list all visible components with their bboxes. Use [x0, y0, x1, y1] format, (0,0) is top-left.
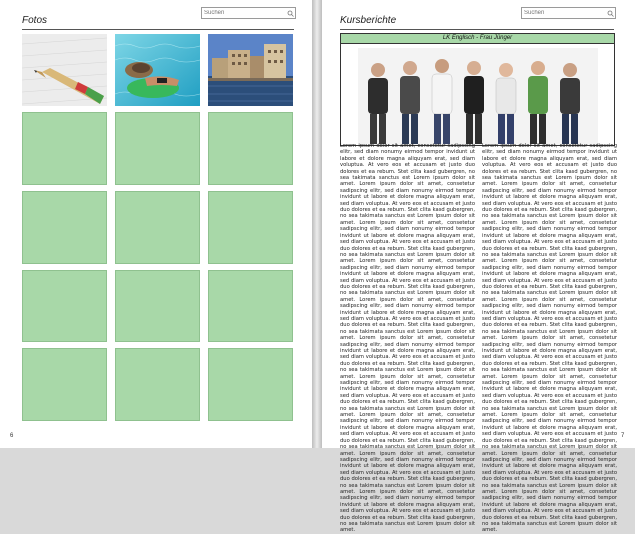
article-column-right: Lorem ipsum dolor sit amet, consetetur sadipscing elitr, sed diam nonumy eirmod tempor invidunt ut labore et dolore magna aliquyam erat, sed diam voluptua. At vero eos et accusam et justo duo dolores et ea rebum. Stet clita kasd gubergren, no sea takimata sanctus est Lorem ipsum dolor sit amet. Lorem ipsum dolor sit amet, consetetur sadipscing elitr, sed diam nonumy eirmod tempor invidunt ut labore et dolore magna aliquyam erat, sed diam voluptua. At vero eos et accusam et justo duo dolores et ea rebum. Stet clita kasd gubergren, no sea takimata sanctus est Lorem ipsum dolor sit amet. Lorem ipsum dolor sit amet, consetetur sadipscing elitr, sed diam nonumy eirmod tempor invidunt ut labore et dolore magna aliquyam erat, sed diam voluptua. At vero eos et accusam et justo duo dolores et ea rebum. Stet clita kasd gubergren, no sea takimata sanctus est Lorem ipsum dolor sit amet. Lorem ipsum dolor sit amet, consetetur sadipscing elitr, sed diam nonumy eirmod tempor invidunt ut labore et dolore magna aliquyam erat, sed diam voluptua. At vero eos et accusam et justo duo dolores et ea rebum. Stet clita kasd gubergren, no sea takimata sanctus est Lorem ipsum dolor sit amet. Lorem ipsum dolor sit amet, consetetur sadipscing elitr, sed diam nonumy eirmod tempor invidunt ut labore et dolore magna aliquyam erat, sed diam voluptua. At vero eos et accusam et justo duo dolores et ea rebum. Stet clita kasd gubergren, no sea takimata sanctus est Lorem ipsum dolor sit amet. Lorem ipsum dolor sit amet, consetetur sadipscing elitr, sed diam nonumy eirmod tempor invidunt ut labore et dolore magna aliquyam erat, sed diam voluptua. At vero eos et accusam et justo duo dolores et ea rebum. Stet clita kasd gubergren, no sea takimata sanctus est Lorem ipsum dolor sit amet. Lorem ipsum dolor sit amet, consetetur sadipscing elitr, sed diam nonumy eirmod tempor invidunt ut labore et dolore magna aliquyam erat, sed diam voluptua. At vero eos et accusam et justo duo dolores et ea rebum. Stet clita kasd gubergren, no sea takimata sanctus est Lorem ipsum dolor sit amet. Lorem ipsum dolor sit amet, consetetur sadipscing elitr, sed diam nonumy eirmod tempor invidunt ut labore et dolore magna aliquyam erat, sed diam voluptua. At vero eos et accusam et justo duo dolores et ea rebum. Stet clita kasd gubergren, no sea takimata sanctus est Lorem ipsum dolor sit amet. Lorem ipsum dolor sit amet, consetetur sadipscing elitr, sed diam nonumy eirmod tempor invidunt ut labore et dolore magna aliquyam erat, sed diam voluptua. At vero eos et accusam et justo duo dolores et ea rebum. Stet clita kasd gubergren, no sea takimata sanctus est Lorem ipsum dolor sit amet. Lorem ipsum dolor sit amet, consetetur sadipscing elitr, sed diam nonumy eirmod tempor invidunt ut labore et dolore magna aliquyam erat, sed diam voluptua. At vero eos et accusam et justo duo dolores et ea rebum. Stet clita kasd gubergren, no sea takimata sanctus est Lorem ipsum dolor sit amet. [482, 143, 617, 534]
search-input[interactable] [522, 8, 606, 18]
left-page [0, 0, 312, 448]
photo-placeholder[interactable] [22, 348, 107, 421]
photo-placeholder[interactable] [115, 270, 200, 342]
class-photo-frame [340, 33, 615, 146]
search-icon[interactable] [286, 8, 295, 18]
search-box [521, 7, 616, 19]
title-rule [340, 29, 614, 30]
section-title-fotos: Fotos [22, 15, 48, 26]
page-number-right: 7 [621, 433, 625, 439]
pencil-photo[interactable] [22, 34, 107, 106]
photo-placeholder[interactable] [208, 112, 293, 185]
photo-placeholder[interactable] [208, 191, 293, 264]
search-input[interactable] [202, 8, 286, 18]
photo-placeholder[interactable] [208, 270, 293, 342]
harbor-buildings-photo[interactable] [208, 34, 293, 106]
section-title-kursberichte: Kursberichte [340, 15, 397, 26]
book-gutter [312, 0, 322, 448]
title-rule [22, 29, 294, 30]
photo-placeholder[interactable] [22, 191, 107, 264]
photo-placeholder[interactable] [115, 191, 200, 264]
class-photo-caption: LK Englisch - Frau Jünger [341, 34, 614, 44]
search-box [201, 7, 296, 19]
article-columns [340, 143, 617, 534]
class-group-photo[interactable] [358, 48, 598, 145]
photo-placeholder[interactable] [115, 112, 200, 185]
photo-placeholder[interactable] [22, 270, 107, 342]
photo-placeholder[interactable] [115, 348, 200, 421]
right-page [322, 0, 635, 534]
search-icon[interactable] [606, 8, 615, 18]
photo-placeholder[interactable] [22, 112, 107, 185]
photo-placeholder[interactable] [208, 348, 293, 421]
pool-swimmer-photo[interactable] [115, 34, 200, 106]
page-number-left: 6 [10, 433, 14, 439]
article-column-left: Lorem ipsum dolor sit amet, consetetur sadipscing elitr, sed diam nonumy eirmod tempor invidunt ut labore et dolore magna aliquyam erat, sed diam voluptua. At vero eos et accusam et justo duo dolores et ea rebum. Stet clita kasd gubergren, no sea takimata sanctus est Lorem ipsum dolor sit amet. Lorem ipsum dolor sit amet, consetetur sadipscing elitr, sed diam nonumy eirmod tempor invidunt ut labore et dolore magna aliquyam erat, sed diam voluptua. At vero eos et accusam et justo duo dolores et ea rebum. Stet clita kasd gubergren, no sea takimata sanctus est Lorem ipsum dolor sit amet. Lorem ipsum dolor sit amet, consetetur sadipscing elitr, sed diam nonumy eirmod tempor invidunt ut labore et dolore magna aliquyam erat, sed diam voluptua. At vero eos et accusam et justo duo dolores et ea rebum. Stet clita kasd gubergren, no sea takimata sanctus est Lorem ipsum dolor sit amet. Lorem ipsum dolor sit amet, consetetur sadipscing elitr, sed diam nonumy eirmod tempor invidunt ut labore et dolore magna aliquyam erat, sed diam voluptua. At vero eos et accusam et justo duo dolores et ea rebum. Stet clita kasd gubergren, no sea takimata sanctus est Lorem ipsum dolor sit amet. Lorem ipsum dolor sit amet, consetetur sadipscing elitr, sed diam nonumy eirmod tempor invidunt ut labore et dolore magna aliquyam erat, sed diam voluptua. At vero eos et accusam et justo duo dolores et ea rebum. Stet clita kasd gubergren, no sea takimata sanctus est Lorem ipsum dolor sit amet. Lorem ipsum dolor sit amet, consetetur sadipscing elitr, sed diam nonumy eirmod tempor invidunt ut labore et dolore magna aliquyam erat, sed diam voluptua. At vero eos et accusam et justo duo dolores et ea rebum. Stet clita kasd gubergren, no sea takimata sanctus est Lorem ipsum dolor sit amet. Lorem ipsum dolor sit amet, consetetur sadipscing elitr, sed diam nonumy eirmod tempor invidunt ut labore et dolore magna aliquyam erat, sed diam voluptua. At vero eos et accusam et justo duo dolores et ea rebum. Stet clita kasd gubergren, no sea takimata sanctus est Lorem ipsum dolor sit amet. Lorem ipsum dolor sit amet, consetetur sadipscing elitr, sed diam nonumy eirmod tempor invidunt ut labore et dolore magna aliquyam erat, sed diam voluptua. At vero eos et accusam et justo duo dolores et ea rebum. Stet clita kasd gubergren, no sea takimata sanctus est Lorem ipsum dolor sit amet. Lorem ipsum dolor sit amet, consetetur sadipscing elitr, sed diam nonumy eirmod tempor invidunt ut labore et dolore magna aliquyam erat, sed diam voluptua. At vero eos et accusam et justo duo dolores et ea rebum. Stet clita kasd gubergren, no sea takimata sanctus est Lorem ipsum dolor sit amet. Lorem ipsum dolor sit amet, consetetur sadipscing elitr, sed diam nonumy eirmod tempor invidunt ut labore et dolore magna aliquyam erat, sed diam voluptua. At vero eos et accusam et justo duo dolores et ea rebum. Stet clita kasd gubergren, no sea takimata sanctus est Lorem ipsum dolor sit amet. [340, 143, 475, 534]
